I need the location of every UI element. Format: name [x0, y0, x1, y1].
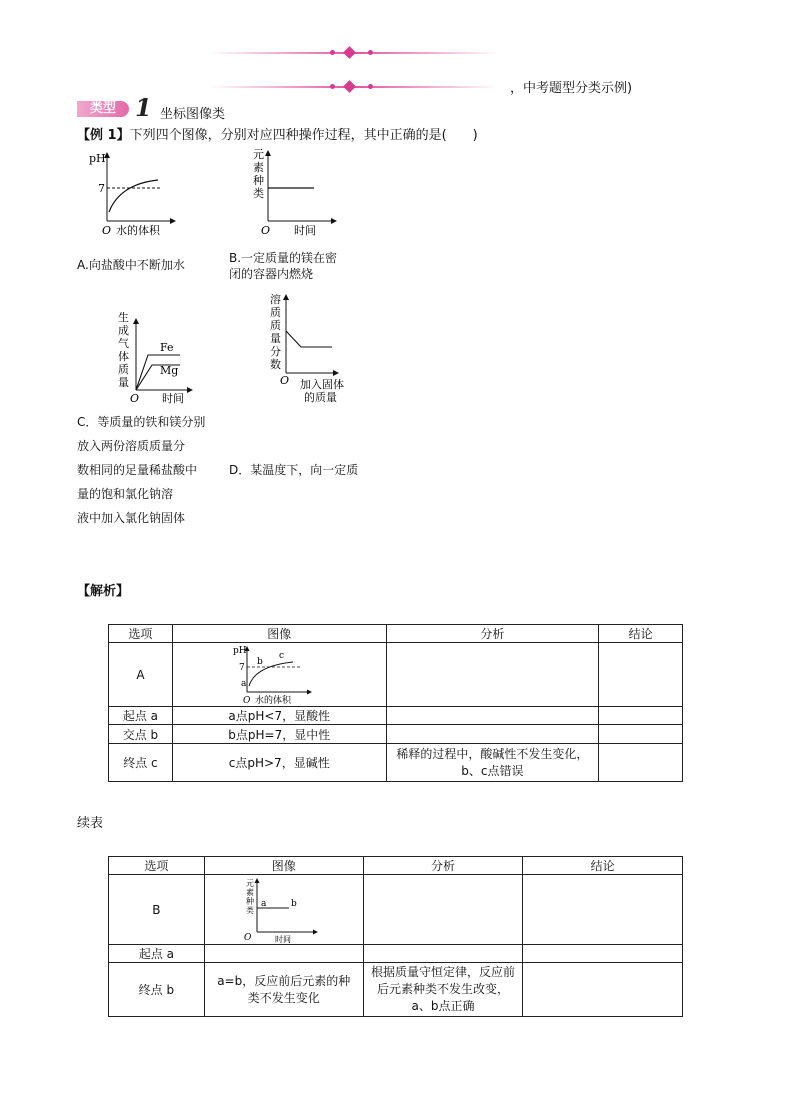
table2-conclusion-cell [523, 875, 683, 945]
table1-mini-point-a: a [241, 678, 247, 689]
graph-b-y-label-3: 种 [253, 174, 264, 187]
table1-analysis-cell [386, 643, 599, 707]
table1-row2-conclusion [599, 725, 683, 744]
table2-header-conclusion: 结论 [523, 857, 683, 875]
table2-row2-image: a=b，反应前后元素的种类不发生变化 [204, 963, 363, 1017]
table1-conclusion-cell [599, 643, 683, 707]
graph-d-y-label-3: 质 [270, 319, 281, 332]
header-diamond-top [343, 46, 356, 59]
graph-d [266, 291, 376, 406]
table2-mini-origin: O [243, 932, 252, 943]
table2-mini-point-b: b [290, 898, 297, 909]
graph-c-series-mg: Mg [160, 364, 179, 377]
table1-option-cell: A [109, 643, 173, 707]
table2-header-image: 图像 [204, 857, 363, 875]
analysis-table-a [108, 624, 683, 782]
table1-row2-label: 交点 b [109, 725, 173, 744]
table1-header-image: 图像 [172, 625, 386, 643]
graph-b [246, 148, 346, 238]
header-diamond-bottom [343, 80, 356, 93]
table1-row3-image: c点pH>7，显碱性 [172, 744, 386, 782]
table1-mini-y-label: pH [233, 645, 247, 656]
graph-d-y-label-4: 量 [270, 332, 281, 345]
graph-c-y-label-1: 生 [118, 311, 129, 324]
header-dot-bottom-right [368, 84, 373, 89]
example-question [77, 124, 478, 143]
option-b-line1: B.一定质量的镁在密 [229, 251, 338, 265]
option-a: A.向盐酸中不断加水 [77, 258, 185, 272]
table1-header-analysis: 分析 [386, 625, 599, 643]
section-number: 1 [135, 93, 152, 122]
table2-mini-y-label-3: 种 [245, 896, 254, 906]
table1-header-option: 选项 [109, 625, 173, 643]
graph-c-y-label-5: 质 [118, 363, 129, 376]
table1-row3-analysis: 稀释的过程中，酸碱性不发生变化，b、c点错误 [386, 744, 599, 782]
graph-a-x-label: 水的体积 [116, 224, 160, 237]
graph-d-y-label-2: 质 [270, 306, 281, 319]
header-dot-top-left [330, 50, 335, 55]
table1-row2-image: b点pH=7，显中性 [172, 725, 386, 744]
option-b-line2: 闭的容器内燃烧 [229, 267, 314, 281]
table2-mini-y-label-4: 类 [245, 905, 254, 915]
example-question-text: 下列四个图像，分别对应四种操作过程，其中正确的是( ) [129, 128, 478, 143]
table1-mini-point-c: c [279, 650, 285, 661]
table1-mini-point-b: b [257, 656, 263, 667]
continued-label: 续表 [77, 816, 104, 831]
table2-row2-analysis: 根据质量守恒定律，反应前后元素种类不发生改变，a、b点正确 [363, 963, 523, 1017]
table2-mini-y-label-2: 素 [245, 887, 254, 897]
table2-row1-label: 起点 a [109, 945, 205, 963]
table2-row2-conclusion [523, 963, 683, 1017]
table2-image-cell [204, 875, 363, 945]
table2-analysis-cell [363, 875, 523, 945]
graph-c-y-label-4: 体 [118, 350, 129, 363]
table2-mini-y-label-1: 元 [245, 878, 254, 888]
graph-c [112, 305, 202, 405]
header-subtitle: ，中考题型分类示例) [510, 81, 633, 96]
graph-b-x-label: 时间 [294, 224, 316, 237]
graph-a-y-label: pH [89, 152, 106, 165]
table1-row1-conclusion [599, 707, 683, 725]
option-c-line2: 放入两份溶质质量分 [77, 439, 186, 453]
graph-c-y-label-2: 成 [118, 324, 129, 337]
graph-c-y-label-6: 量 [118, 376, 129, 389]
table1-row1-label: 起点 a [109, 707, 173, 725]
header-dot-bottom-left [330, 84, 335, 89]
table1-image-cell [172, 643, 386, 707]
option-c-line1: C．等质量的铁和镁分别 [77, 415, 206, 429]
table1-mini-tick: 7 [239, 662, 245, 673]
graph-d-y-label-6: 数 [270, 358, 281, 371]
table2-row1-conclusion [523, 945, 683, 963]
graph-d-x-label-1: 加入固体 [300, 378, 344, 391]
table1-mini-x-label: 水的体积 [255, 695, 292, 706]
graph-c-series-fe: Fe [160, 341, 174, 354]
table1-row3-conclusion [599, 744, 683, 782]
header-dot-top-right [368, 50, 373, 55]
option-d-line1: D．某温度下，向一定质 [229, 463, 359, 477]
graph-d-y-label-5: 分 [270, 345, 281, 358]
analysis-label: 【解析】 [77, 584, 130, 599]
graph-c-y-label-3: 气 [118, 337, 129, 350]
table2-mini-point-a: a [260, 898, 267, 909]
graph-a [80, 148, 180, 238]
graph-d-y-label-1: 溶 [270, 293, 281, 306]
graph-a-tick-7: 7 [98, 182, 105, 195]
table1-header-conclusion: 结论 [599, 625, 683, 643]
graph-d-x-label-2: 的质量 [304, 391, 337, 404]
graph-a-origin: O [102, 224, 112, 237]
table2-row1-image [204, 945, 363, 963]
table1-mini-graph [219, 644, 339, 706]
option-c-line5: 液中加入氯化钠固体 [77, 511, 186, 525]
table1-row3-label: 终点 c [109, 744, 173, 782]
table2-header-analysis: 分析 [363, 857, 523, 875]
table1-row1-image: a点pH<7，显酸性 [172, 707, 386, 725]
graph-c-origin: O [130, 392, 140, 405]
section-badge: 类型 [77, 101, 129, 117]
section-title: 坐标图像类 [160, 107, 226, 122]
graph-b-y-label-4: 类 [253, 187, 264, 200]
table2-option-cell: B [109, 875, 205, 945]
option-c-line3: 数相同的足量稀盐酸中 [77, 463, 198, 477]
table2-mini-graph [239, 876, 329, 944]
table2-header-option: 选项 [109, 857, 205, 875]
table1-row1-analysis [386, 707, 599, 725]
graph-b-origin: O [261, 224, 271, 237]
table2-mini-x-label: 时间 [274, 934, 291, 944]
table2-row1-analysis [363, 945, 523, 963]
table1-mini-origin: O [243, 695, 251, 706]
graph-b-y-label-2: 素 [253, 161, 264, 174]
option-c-line4: 量的饱和氯化钠溶 [77, 487, 174, 501]
graph-d-origin: O [280, 374, 290, 387]
analysis-table-b [108, 856, 683, 1017]
example-label: 【例 1】 [77, 128, 130, 143]
graph-c-x-label: 时间 [162, 392, 184, 405]
table1-row2-analysis [386, 725, 599, 744]
graph-b-y-label-1: 元 [253, 148, 264, 161]
table2-row2-label: 终点 b [109, 963, 205, 1017]
